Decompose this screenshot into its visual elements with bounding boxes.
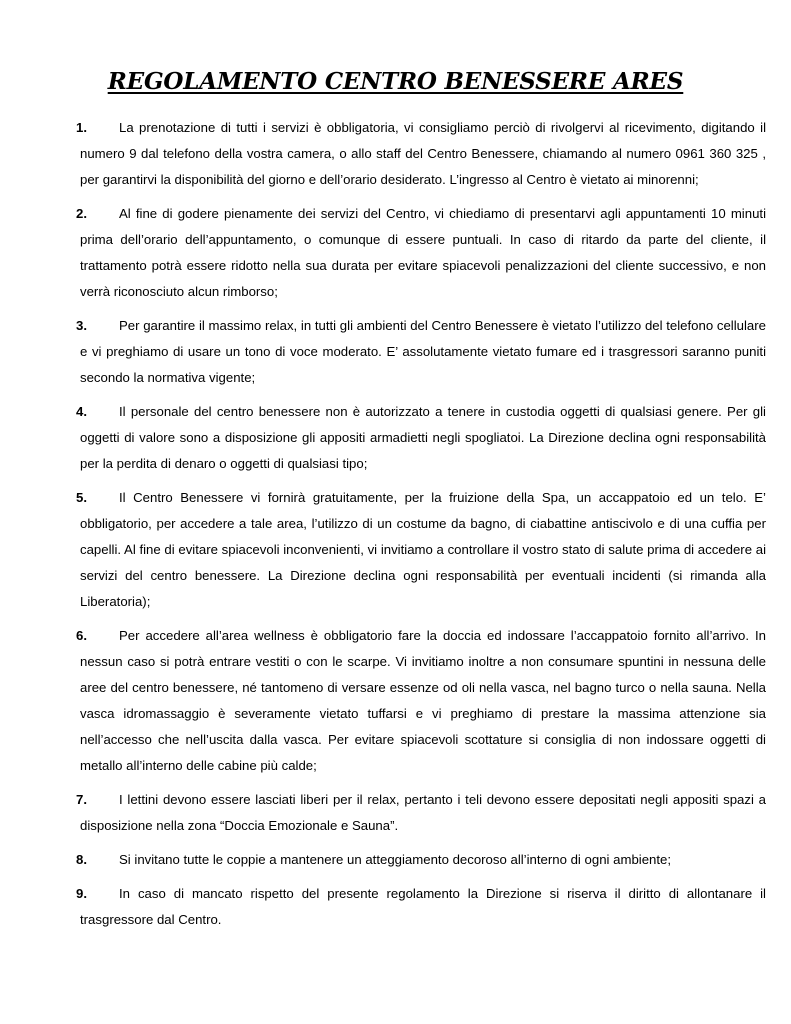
rule-text: Per accedere all’area wellness è obbligatorio fare la doccia ed indossare l’accappatoio fornito all’arrivo. In nessun caso si potrà entrare vestiti o con le scarpe. Vi invitiamo inoltre a non consumare spuntini in nessuna delle aree del centro benessere, né tantomeno di versare essenze od oli nella vasca, nel bagno turco o nella sauna. Nella vasca idromassaggio è severamente vietato tuffarsi e vi preghiamo di prestare la massima attenzione sia nell’accesso che nell’uscita dalla vasca. Per evitare spiacevoli scottature si consiglia di non indossare oggetti di metallo all’interno delle cabine più calde; [80, 628, 766, 773]
rule-number: 5. [76, 490, 87, 505]
rules-list [76, 115, 766, 941]
rule-text: Il Centro Benessere vi fornirà gratuitamente, per la fruizione della Spa, un accappatoio ed un telo. E’ obbligatorio, per accedere a tale area, l’utilizzo di un costume da bagno, di ciabattine antiscivolo e di una cuffia per capelli. Al fine di evitare spiacevoli inconvenienti, vi invitiamo a controllare il vostro stato di salute prima di accedere ai servizi del centro benessere. La Direzione declina ogni responsabilità per eventuali incidenti (si rimanda alla Liberatoria); [80, 490, 766, 609]
rule-text: Il personale del centro benessere non è autorizzato a tenere in custodia oggetti di qualsiasi genere. Per gli oggetti di valore sono a disposizione gli appositi armadietti negli spogliatoi. La Direzione declina ogni responsabilità per la perdita di denaro o oggetti di qualsiasi tipo; [80, 404, 766, 471]
rule-text: La prenotazione di tutti i servizi è obbligatoria, vi consigliamo perciò di rivolgervi al ricevimento, digitando il numero 9 dal telefono della vostra camera, o allo staff del Centro Benessere, chiamando al numero 0961 360 325 , per garantirvi la disponibilità del giorno e dell’orario desiderato. L’ingresso al Centro è vietato ai minorenni; [80, 120, 766, 187]
rule-number: 2. [76, 206, 87, 221]
rule-item-6 [76, 623, 766, 779]
rule-text: Al fine di godere pienamente dei servizi del Centro, vi chiediamo di presentarvi agli appuntamenti 10 minuti prima dell’orario dell’appuntamento, o comunque di essere puntuali. In caso di ritardo da parte del cliente, il trattamento potrà essere ridotto nella sua durata per evitare spiacevoli penalizzazioni del cliente successivo, e non verrà riconosciuto alcun rimborso; [80, 206, 766, 299]
rule-text: Per garantire il massimo relax, in tutti gli ambienti del Centro Benessere è vietato l’utilizzo del telefono cellulare e vi preghiamo di usare un tono di voce moderato. E’ assolutamente vietato fumare ed i trasgressori saranno puniti secondo la normativa vigente; [80, 318, 766, 385]
rule-item-5 [76, 485, 766, 615]
rule-text: In caso di mancato rispetto del presente regolamento la Direzione si riserva il diritto di allontanare il trasgressore dal Centro. [80, 886, 766, 927]
rule-text: Si invitano tutte le coppie a mantenere un atteggiamento decoroso all’interno di ogni ambiente; [119, 852, 672, 867]
document-title: REGOLAMENTO CENTRO BENESSERE ARES [107, 68, 684, 95]
rule-item-2 [76, 201, 766, 305]
rule-item-4 [76, 399, 766, 477]
rule-number: 3. [76, 318, 87, 333]
rule-number: 1. [76, 120, 87, 135]
rule-item-8 [76, 847, 766, 873]
rule-number: 8. [76, 852, 87, 867]
rule-number: 6. [76, 628, 87, 643]
rule-item-9 [76, 881, 766, 933]
rule-item-7 [76, 787, 766, 839]
rule-number: 9. [76, 886, 87, 901]
rule-number: 4. [76, 404, 87, 419]
rule-item-3 [76, 313, 766, 391]
rule-item-1 [76, 115, 766, 193]
rule-text: I lettini devono essere lasciati liberi per il relax, pertanto i teli devono essere depositati negli appositi spazi a disposizione nella zona “Doccia Emozionale e Sauna”. [80, 792, 766, 833]
rule-number: 7. [76, 792, 87, 807]
